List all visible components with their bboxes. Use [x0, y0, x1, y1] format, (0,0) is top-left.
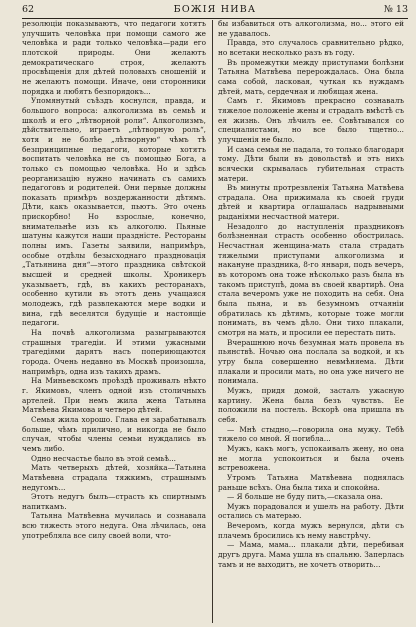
paragraph: Упомянутый съѣздъ коснулся, правда, и большого вопроса: алкоголизма въ семьѣ и школѣ и его „лѣтворной роли“. Алкоголизмъ, дѣйствительно, играетъ „лѣтворную роль“, хотя и не болѣе „лѣтворную“ чѣмъ тѣ безпринципные педагоги, которые хотятъ воспитать человѣка не съ помощью Бога, а только съ помощью человѣка. Но и здѣсь реорганизацію нужно начинать съ самихъ педагоговъ и родителей. Они первые должны показать примѣръ воздержанности дѣтямъ. Дѣти, какъ оказывается, пьютъ. Это очень прискорбно! Но взрослые, конечно, внимательнѣе изъ къ алкоголю. Пьяные шатуны кажутся наши праздністе. Рестораны полны имъ. Газеты заявили, напримѣръ, особые отдѣлы безысходнаго праздновація „Татьянина дня“—этого праздника свѣтской высшей и средней школы. Хроникеръ указываетъ, гдѣ, въ какихъ ресторанахъ, особенно кутили въ этотъ день учащаяся молодежъ, гдѣ развлекаются мере водки и вина, гдѣ веселятся будущіе и настоящіе педагоги.: [22, 96, 206, 328]
paragraph: Семья жила хорошо. Глава ея зарабатывалъ больше, чѣмъ прилично, и никогда не было случая, чтобы члены семьи нуждались въ чемъ либо.: [22, 414, 206, 453]
paragraph: Мужъ порадовался и ушелъ на работу. Дѣти остались съ матерью.: [218, 501, 404, 521]
right-column: [218, 19, 404, 625]
paragraph: На Миньевскомъ проѣздѣ проживалъ нѣкто г. Якимовъ, членъ одной изъ столичныхъ артелей. При немъ жила жена Татьяна Матвѣева Якимова и четверо дѣтей.: [22, 376, 206, 415]
paragraph: Правда, это случалось сравнительно рѣдко, но всетаки несколько разъ въ году.: [218, 38, 404, 57]
paragraph: Этотъ недугъ былъ—страсть къ спиртнымъ напиткамъ.: [22, 492, 206, 511]
paragraph: Мужъ, придя домой, засталъ ужасную картину. Жена была безъ чувствъ. Ее положили на постель. Вскорѣ она пришла въ себя.: [218, 385, 404, 424]
paragraph: Вечеромъ, когда мужъ вернулся, дѣти съ плачемъ бросились къ нему навстрѣчу.: [218, 521, 404, 540]
column-divider: [212, 20, 213, 623]
paragraph: — Я больше не буду пить,—сказала она.: [227, 492, 383, 502]
paragraph: Незадолго до наступленія праздниковъ болѣзненная страсть особенно обострилась. Несчастная женщина-мать стала страдать тяжелыми приступами алкоголизма и накануне праздника, 8-го января, подъ вечеръ, въ которомъ она тоже нѣсколько разъ была въ такомъ приступѣ, дома въ своей квартирѣ. Она стала вечеромъ уже не походить на себя. Она была пьяна, и въ безумномъ отчаяніи обратилась къ дѣтямъ, которые тоже могли понимать, въ чемъ дѣло. Они тихо плакали, смотря на мать, и просили ее перестать пить.: [218, 221, 404, 337]
paragraph: — Мнѣ стыдно,—говорила она мужу. Тебѣ тяжело со мной. Я погибла...: [218, 424, 404, 444]
paragraph: — Мама, мама... плакали дѣти, перебивая другъ друга. Мама ушла въ спальню. Заперлась тамъ и не выходитъ, не хочетъ отворить...: [218, 540, 404, 569]
paragraph: Татьяна Матвѣевна мучилась и сознавала всю тяжесть этого недуга. Она лѣчилась, она употребляла все силу своей воли, что-: [22, 511, 206, 540]
paragraph: Самъ г. Якимовъ прекрасно сознавалъ тяжелое положеніе жены и страдалъ вмѣстѣ съ ея жизнь. Онъ лѣчилъ ее. Совѣтывался со специалистами, но все было тщетно... улучшенія не было.: [218, 96, 404, 144]
left-column: [22, 19, 206, 625]
paragraph: резолюціи показываютъ, что педагоги хотятъ улучшить человѣка при помощи самого же человѣка и ради только человѣка—ради его плотской природы. Они желаютъ демократическаго строя, желаютъ просвѣщенія для дѣтей половыхъ сношеній и не желаютъ помощи. Иначе, они сторонники порядка и любятъ безпорядокъ...: [22, 19, 206, 96]
paragraph: Вчерашнюю ночь безумная мать провела въ пьянствѣ. Ночью она послала за водкой, и къ утру была совершенно невмѣняема. Дѣти плакали и просили мать, но она уже ничего не понимала.: [218, 337, 404, 386]
paragraph: Одно несчастье было въ этой семьѣ...: [31, 453, 176, 463]
paragraph: Мать четверыхъ дѣтей, хозяйка—Татьяна Матвѣевна страдала тяжкимъ, страшнымъ недугомъ...: [22, 463, 206, 492]
journal-title: БОЖІЯ НИВА: [173, 4, 257, 15]
paragraph: И сама семья не падала, то только благодаря тому. Дѣти были въ довольствѣ и этъ нихъ всячески скрывалась губительная страсть матери.: [218, 144, 404, 183]
paragraph: Въ минуты протрезвленія Татьяна Матвѣева страдала. Она прижимала къ своей груди дѣтей и квартира оглашалась надрывными рыданіями несчастной матери.: [218, 183, 404, 222]
page-header: [22, 3, 408, 17]
paragraph: На почвѣ алкоголизма разыгрываются страшныя трагедіи. И этими ужасными трагедіями дарятъ насъ попериющаются города. Очень недавно въ Москвѣ произошла, напримѣръ, одна изъ такихъ драмъ.: [22, 328, 206, 376]
paragraph: бы избавиться отъ алкоголизма, но... этого ей не удавалось.: [218, 19, 404, 38]
paragraph: Мужъ, какъ могъ, успокаивалъ жену, но она не могла успокоиться и была очень встревожена.: [218, 443, 404, 473]
paragraph: Въ промежутки между приступами болѣзни Татьяна Матвѣева перерождалась. Она была сама собой, ласковая, чуткая къ нуждамъ дѣтей, мать, сердечная и любящая жена.: [218, 57, 404, 96]
issue-number: № 13: [383, 4, 408, 15]
page-number: 62: [22, 4, 35, 15]
paragraph: Утромъ Татьяна Матвѣевна поднялась раньше всѣхъ. Она была тиха и спокойна.: [218, 472, 404, 492]
